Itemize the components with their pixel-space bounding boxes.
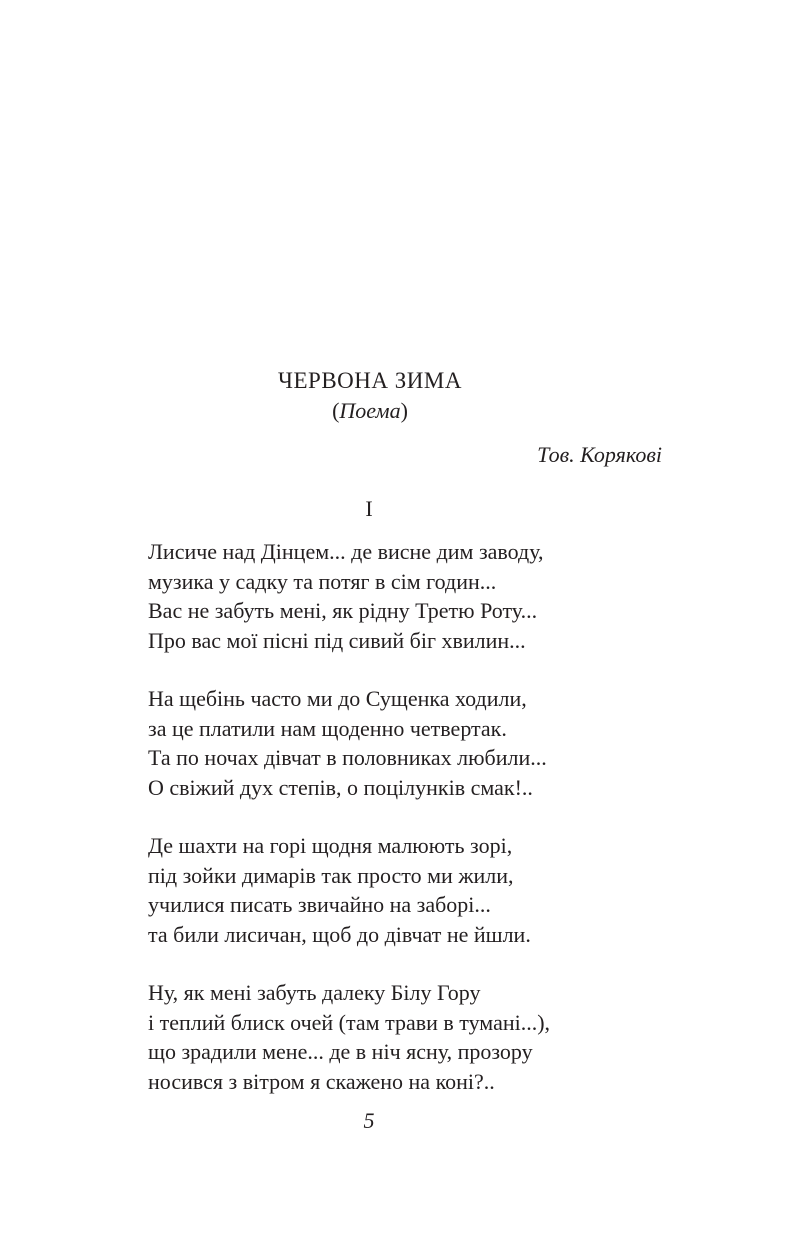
verse-line: Де шахти на горі щодня малюють зорі, (148, 833, 513, 858)
poem-body (148, 537, 748, 1125)
subtitle-close-paren: ) (400, 398, 408, 423)
poem-title: ЧЕРВОНА ЗИМА (278, 368, 462, 393)
verse-line: училися писать звичайно на заборі... (148, 892, 491, 917)
stanza (148, 537, 748, 655)
subtitle-text: Поема (339, 398, 401, 423)
verse-line: і теплий блиск очей (там трави в тумані...), (148, 1009, 551, 1035)
dedication: Тов. Корякові (537, 442, 662, 467)
stanza (148, 978, 748, 1096)
verse-line: носився з вітром я скажено на коні?.. (148, 1068, 495, 1094)
verse-line: музика у садку та потяг в сім годин... (148, 568, 497, 594)
verse-line: та били лисичан, щоб до дівчат не йшли. (148, 921, 531, 947)
verse-line: На щебінь часто ми до Сущенка ходили, (148, 686, 527, 711)
verse-line: Ну, як мені забуть далеку Білу Гору (148, 980, 481, 1005)
verse-line: що зрадили мене... де в ніч ясну, прозору (148, 1039, 533, 1064)
verse-line: Вас не забуть мені, як рідну Третю Роту... (148, 598, 538, 623)
verse-line: Про вас мої пісні під сивий біг хвилин... (148, 627, 526, 653)
verse-line: під зойки димарів так просто ми жили, (148, 862, 514, 888)
poem-subtitle (0, 396, 740, 426)
verse-line: Лисиче над Дінцем... де висне дим заводу, (148, 539, 544, 564)
verse-line: Та по ночах дівчат в половниках любили... (148, 745, 547, 770)
subtitle-open-paren: ( (332, 398, 340, 423)
verse-line: за це платили нам щоденно четвертак. (148, 715, 507, 741)
page-number: 5 (363, 1108, 375, 1133)
stanza (148, 831, 748, 949)
section-number: І (365, 496, 373, 521)
verse-line: О свіжий дух степів, о поцілунків смак!.. (148, 774, 533, 800)
stanza (148, 684, 748, 802)
